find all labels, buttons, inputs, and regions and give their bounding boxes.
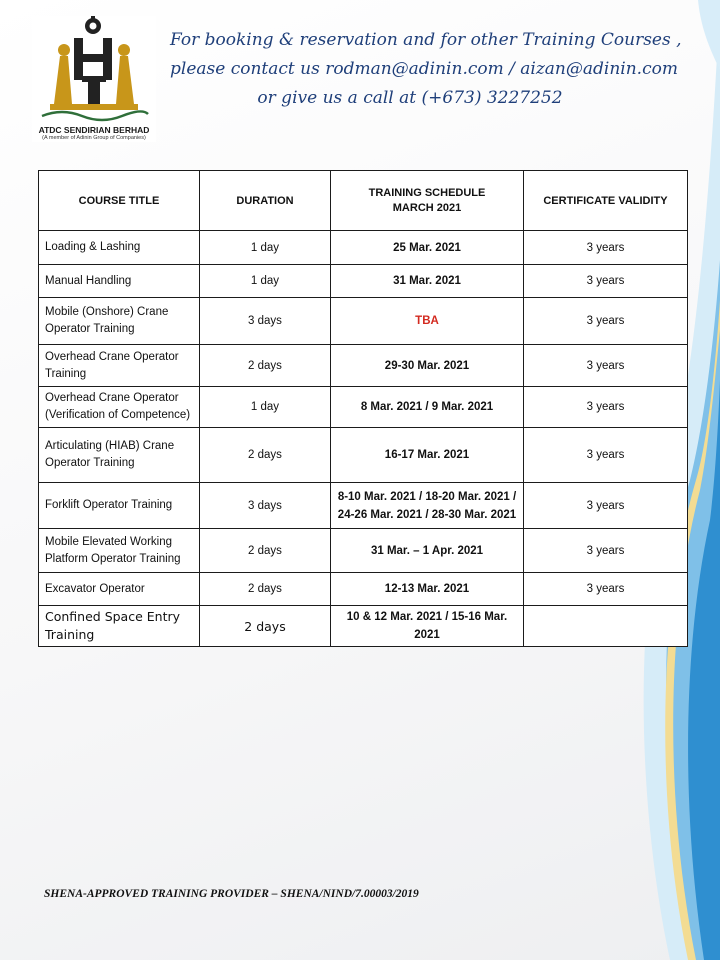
duration-cell: 2 days — [200, 529, 331, 573]
schedule-cell: 31 Mar. 2021 — [331, 265, 524, 298]
logo-company-name: ATDC SENDIRIAN BERHAD — [38, 125, 150, 135]
contact-line-emails: please contact us rodman@adinin.com / aizan@adinin.com — [170, 59, 678, 79]
schedule-cell: 8 Mar. 2021 / 9 Mar. 2021 — [331, 387, 524, 428]
duration-cell: 1 day — [200, 231, 331, 265]
validity-cell: 3 years — [524, 573, 688, 606]
course-title-cell: Loading & Lashing — [39, 231, 200, 265]
approval-footer: SHENA-APPROVED TRAINING PROVIDER – SHENA/NIND/7.00003/2019 — [44, 888, 419, 900]
schedule-cell: 10 & 12 Mar. 2021 / 15-16 Mar. 2021 — [331, 606, 524, 647]
course-title-cell: Overhead Crane Operator (Verification of Competence) — [39, 387, 200, 428]
table-row — [39, 231, 688, 265]
schedule-cell: 31 Mar. – 1 Apr. 2021 — [331, 529, 524, 573]
schedule-cell-tba: TBA — [331, 298, 524, 345]
validity-cell: 3 years — [524, 231, 688, 265]
duration-cell: 2 days — [200, 345, 331, 387]
table-row — [39, 345, 688, 387]
header-schedule-line1: TRAINING SCHEDULE — [368, 187, 486, 199]
course-title-cell: Articulating (HIAB) Crane Operator Training — [39, 428, 200, 483]
logo-tagline: (A member of Adinin Group of Companies) — [42, 135, 146, 141]
header-training-schedule — [331, 171, 524, 231]
table-row — [39, 428, 688, 483]
duration-cell: 2 days — [200, 606, 331, 647]
table-row — [39, 606, 688, 647]
validity-cell: 3 years — [524, 428, 688, 483]
validity-cell: 3 years — [524, 529, 688, 573]
table-row — [39, 483, 688, 529]
course-title-cell: Forklift Operator Training — [39, 483, 200, 529]
validity-cell: 3 years — [524, 265, 688, 298]
duration-cell: 1 day — [200, 265, 331, 298]
duration-cell: 2 days — [200, 428, 331, 483]
contact-info — [170, 26, 682, 113]
header-schedule-line2: MARCH 2021 — [392, 202, 462, 214]
course-title-cell: Overhead Crane Operator Training — [39, 345, 200, 387]
schedule-cell: 16-17 Mar. 2021 — [331, 428, 524, 483]
company-logo — [32, 16, 156, 142]
course-title-cell: Mobile (Onshore) Crane Operator Training — [39, 298, 200, 345]
validity-cell: 3 years — [524, 345, 688, 387]
validity-cell: 3 years — [524, 298, 688, 345]
course-title-cell: Mobile Elevated Working Platform Operator Training — [39, 529, 200, 573]
validity-cell — [524, 606, 688, 647]
duration-cell: 2 days — [200, 573, 331, 606]
course-title-cell: Excavator Operator — [39, 573, 200, 606]
duration-cell: 3 days — [200, 298, 331, 345]
table-row — [39, 265, 688, 298]
table-row — [39, 387, 688, 428]
duration-cell: 1 day — [200, 387, 331, 428]
header-course-title: COURSE TITLE — [39, 171, 200, 231]
course-title-cell: Manual Handling — [39, 265, 200, 298]
contact-line-phone: or give us a call at (+673) 3227252 — [257, 88, 563, 108]
validity-cell: 3 years — [524, 387, 688, 428]
duration-cell: 3 days — [200, 483, 331, 529]
course-title-cell: Confined Space Entry Training — [39, 606, 200, 647]
table-header-row — [39, 171, 688, 231]
validity-cell: 3 years — [524, 483, 688, 529]
table-row — [39, 573, 688, 606]
logo-emblem-icon — [32, 16, 156, 124]
contact-line-booking: For booking & reservation and for other Training Courses , — [170, 30, 682, 50]
table-row — [39, 298, 688, 345]
schedule-cell: 29-30 Mar. 2021 — [331, 345, 524, 387]
table-row — [39, 529, 688, 573]
header-certificate-validity: CERTIFICATE VALIDITY — [524, 171, 688, 231]
schedule-cell: 12-13 Mar. 2021 — [331, 573, 524, 606]
schedule-cell: 8-10 Mar. 2021 / 18-20 Mar. 2021 / 24-26 Mar. 2021 / 28-30 Mar. 2021 — [331, 483, 524, 529]
training-schedule-table — [38, 170, 688, 647]
header-duration: DURATION — [200, 171, 331, 231]
schedule-cell: 25 Mar. 2021 — [331, 231, 524, 265]
